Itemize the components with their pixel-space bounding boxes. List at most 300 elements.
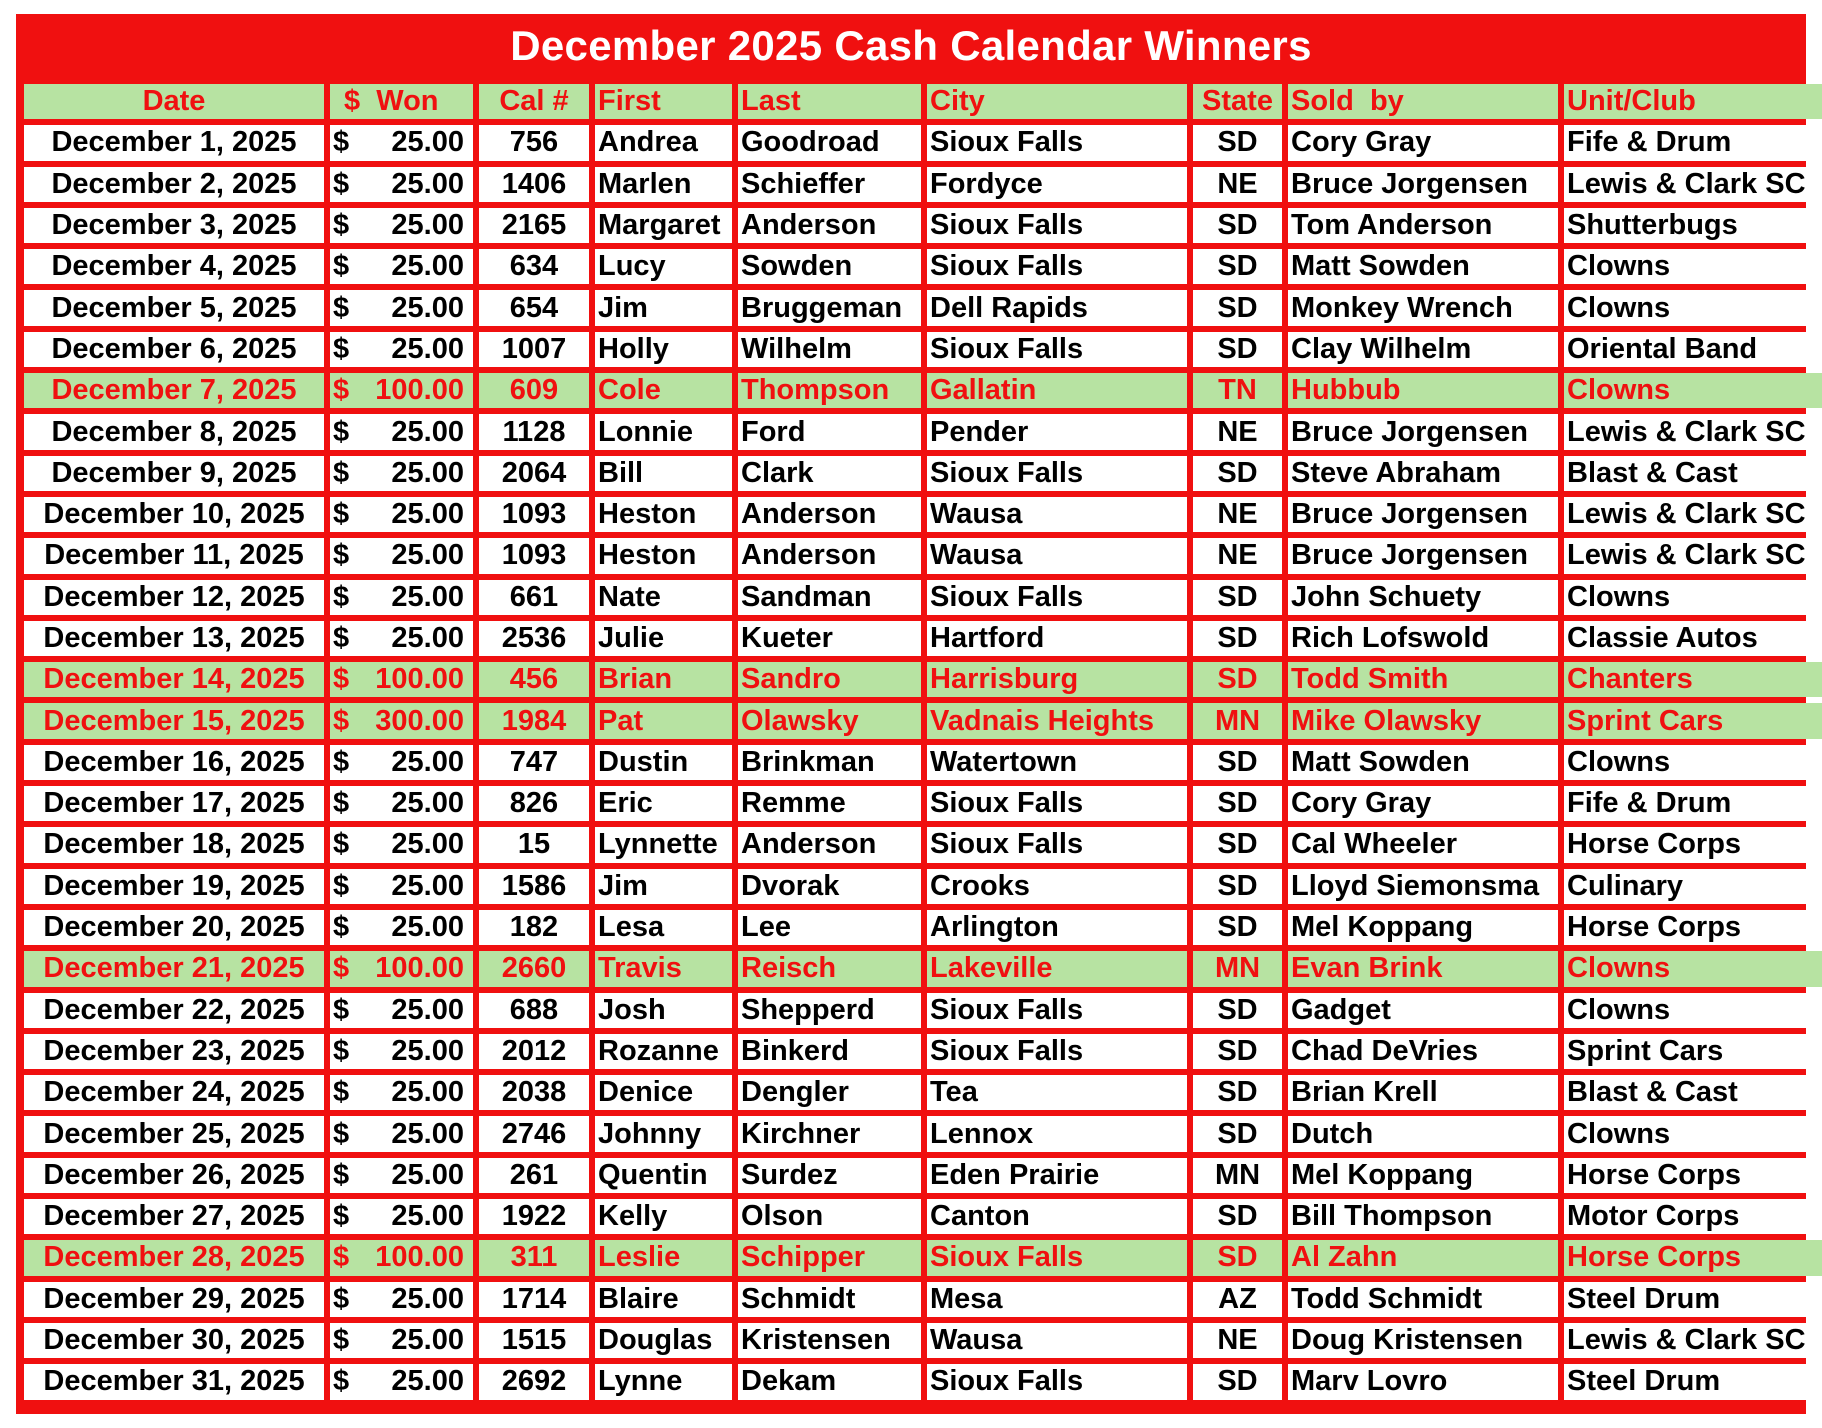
cell-club: Clowns [1564,580,1822,615]
sheet-title: December 2025 Cash Calendar Winners [510,22,1312,69]
cell-first: Leslie [595,1240,732,1275]
cell-won-amount: 25.00 [391,1200,464,1233]
cell-state: SD [1193,993,1282,1028]
cell-date: December 2, 2025 [24,167,324,202]
cell-club: Lewis & Clark SC [1564,497,1822,532]
cell-cal: 1093 [479,497,589,532]
cell-sold-by: Bruce Jorgensen [1288,538,1558,573]
cell-first: Dustin [595,745,732,780]
cell-city: Crooks [927,869,1187,904]
cell-state: SD [1193,827,1282,862]
cell-date: December 6, 2025 [24,332,324,367]
table-row [24,1199,1822,1234]
cell-state: SD [1193,869,1282,904]
cell-won [330,580,473,615]
cell-first: Quentin [595,1158,732,1193]
cell-city: Canton [927,1199,1187,1234]
cell-sold-by: Brian Krell [1288,1075,1558,1110]
cell-last: Olawsky [738,703,921,738]
cell-cal: 2660 [479,951,589,986]
cell-won-currency: $ [333,787,350,820]
table-row [24,580,1822,615]
cell-sold-by: Marv Lovro [1288,1364,1558,1399]
cell-last: Anderson [738,827,921,862]
cell-state: SD [1193,208,1282,243]
cell-first: Douglas [595,1323,732,1358]
cell-date: December 19, 2025 [24,869,324,904]
cell-sold-by: Steve Abraham [1288,456,1558,491]
col-header-last: Last [738,84,921,119]
cell-sold-by: Rich Lofswold [1288,621,1558,656]
cell-city: Wausa [927,497,1187,532]
cell-club: Lewis & Clark SC [1564,538,1822,573]
cell-won-amount: 25.00 [391,1158,464,1191]
cell-sold-by: Tom Anderson [1288,208,1558,243]
cell-won-amount: 100.00 [375,374,464,407]
cell-won-amount: 25.00 [391,1034,464,1067]
cell-cal: 1714 [479,1282,589,1317]
cell-won-currency: $ [333,291,350,324]
cell-won-amount: 25.00 [391,911,464,944]
cell-won-amount: 25.00 [391,209,464,242]
cell-won [330,993,473,1028]
cell-date: December 31, 2025 [24,1364,324,1399]
cell-cal: 1093 [479,538,589,573]
cell-won [330,125,473,160]
cell-club: Chanters [1564,662,1822,697]
table-row [24,827,1822,862]
cell-won-currency: $ [333,1324,350,1357]
cell-sold-by: Hubbub [1288,373,1558,408]
table-row [24,951,1822,986]
cell-state: SD [1193,290,1282,325]
cell-last: Surdez [738,1158,921,1193]
cell-first: Bill [595,456,732,491]
cell-won-amount: 25.00 [391,1282,464,1315]
cell-club: Motor Corps [1564,1199,1822,1234]
cell-won-amount: 25.00 [391,498,464,531]
cell-first: Blaire [595,1282,732,1317]
cell-cal: 1922 [479,1199,589,1234]
cell-won [330,1282,473,1317]
cell-club: Oriental Band [1564,332,1822,367]
cell-state: NE [1193,538,1282,573]
cell-won-currency: $ [333,828,350,861]
cell-won-amount: 100.00 [375,1241,464,1274]
cell-won-currency: $ [333,580,350,613]
cell-won-amount: 25.00 [391,869,464,902]
cell-won [330,167,473,202]
cell-city: Gallatin [927,373,1187,408]
cell-state: SD [1193,580,1282,615]
cell-won-amount: 25.00 [391,250,464,283]
cell-won [330,1075,473,1110]
cell-first: Lynne [595,1364,732,1399]
cell-won-amount: 100.00 [375,663,464,696]
cell-sold-by: Mel Koppang [1288,1158,1558,1193]
cell-city: Hartford [927,621,1187,656]
cell-state: SD [1193,1199,1282,1234]
cell-won-amount: 25.00 [391,1076,464,1109]
cell-date: December 15, 2025 [24,703,324,738]
cell-won [330,414,473,449]
cell-won-currency: $ [333,993,350,1026]
cell-club: Classie Autos [1564,621,1822,656]
cell-cal: 2536 [479,621,589,656]
cell-date: December 17, 2025 [24,786,324,821]
cell-state: SD [1193,125,1282,160]
table-row [24,993,1822,1028]
cell-first: Eric [595,786,732,821]
cell-won-currency: $ [333,1241,350,1274]
cell-city: Sioux Falls [927,993,1187,1028]
cell-date: December 27, 2025 [24,1199,324,1234]
table-row [24,373,1822,408]
cell-sold-by: Todd Schmidt [1288,1282,1558,1317]
cell-cal: 1128 [479,414,589,449]
cell-first: Lucy [595,249,732,284]
cell-won-amount: 25.00 [391,1365,464,1398]
cell-first: Jim [595,290,732,325]
cell-first: Josh [595,993,732,1028]
cell-won-currency: $ [333,498,350,531]
cell-last: Thompson [738,373,921,408]
cell-won-currency: $ [333,456,350,489]
cell-last: Wilhelm [738,332,921,367]
cell-city: Arlington [927,910,1187,945]
cell-club: Lewis & Clark SC [1564,167,1822,202]
winners-table [18,78,1822,1406]
cell-first: Cole [595,373,732,408]
cell-won [330,1034,473,1069]
cell-won [330,332,473,367]
cell-cal: 2012 [479,1034,589,1069]
cell-last: Lee [738,910,921,945]
table-row [24,1116,1822,1151]
cell-city: Wausa [927,538,1187,573]
cell-city: Lakeville [927,951,1187,986]
cell-cal: 1406 [479,167,589,202]
cell-last: Ford [738,414,921,449]
cell-won-amount: 25.00 [391,126,464,159]
cell-cal: 826 [479,786,589,821]
cell-won [330,249,473,284]
cell-won-amount: 25.00 [391,622,464,654]
cell-state: SD [1193,1240,1282,1275]
cell-won-currency: $ [333,209,350,242]
cell-date: December 21, 2025 [24,951,324,986]
cell-cal: 15 [479,827,589,862]
cell-cal: 747 [479,745,589,780]
cell-last: Olson [738,1199,921,1234]
cell-last: Shepperd [738,993,921,1028]
table-row [24,1034,1822,1069]
cell-sold-by: Evan Brink [1288,951,1558,986]
cell-won-amount: 25.00 [391,415,464,448]
cell-won [330,373,473,408]
cell-first: Lesa [595,910,732,945]
cell-first: Pat [595,703,732,738]
cell-won [330,208,473,243]
table-row [24,456,1822,491]
table-row [24,249,1822,284]
cell-won [330,910,473,945]
cell-last: Schipper [738,1240,921,1275]
cell-first: Johnny [595,1116,732,1151]
table-row [24,414,1822,449]
cell-sold-by: Bruce Jorgensen [1288,414,1558,449]
cell-won-currency: $ [333,374,350,407]
cell-won-amount: 25.00 [391,539,464,572]
cell-cal: 182 [479,910,589,945]
cell-won-currency: $ [333,1158,350,1191]
cell-date: December 11, 2025 [24,538,324,573]
cell-city: Sioux Falls [927,208,1187,243]
table-row [24,290,1822,325]
cell-date: December 24, 2025 [24,1075,324,1110]
cell-city: Sioux Falls [927,827,1187,862]
cell-date: December 14, 2025 [24,662,324,697]
cell-state: TN [1193,373,1282,408]
cell-won-currency: $ [333,869,350,902]
header-row [24,84,1822,119]
cell-club: Clowns [1564,1116,1822,1151]
cell-date: December 23, 2025 [24,1034,324,1069]
cell-state: AZ [1193,1282,1282,1317]
cell-won-currency: $ [333,250,350,283]
table-row [24,497,1822,532]
cell-won-amount: 100.00 [375,952,464,985]
cell-cal: 2692 [479,1364,589,1399]
cell-won-amount: 25.00 [391,828,464,861]
cell-won-amount: 25.00 [391,332,464,365]
cell-sold-by: Matt Sowden [1288,249,1558,284]
cell-club: Sprint Cars [1564,703,1822,738]
cell-club: Steel Drum [1564,1364,1822,1399]
cell-first: Kelly [595,1199,732,1234]
cell-date: December 13, 2025 [24,621,324,656]
cell-state: MN [1193,703,1282,738]
cell-city: Sioux Falls [927,125,1187,160]
cell-last: Anderson [738,538,921,573]
cell-city: Sioux Falls [927,1240,1187,1275]
cell-won-currency: $ [333,1365,350,1398]
cell-first: Lynnette [595,827,732,862]
cell-city: Fordyce [927,167,1187,202]
cell-won-amount: 25.00 [391,167,464,200]
table-row [24,869,1822,904]
cell-cal: 261 [479,1158,589,1193]
cell-won-amount: 300.00 [375,704,464,737]
cell-sold-by: Al Zahn [1288,1240,1558,1275]
cell-won [330,827,473,862]
cell-last: Bruggeman [738,290,921,325]
cell-won-currency: $ [333,415,350,448]
cell-first: Jim [595,869,732,904]
table-body [24,125,1822,1399]
cell-sold-by: Lloyd Siemonsma [1288,869,1558,904]
cell-club: Clowns [1564,373,1822,408]
cell-sold-by: Monkey Wrench [1288,290,1558,325]
cell-won-amount: 25.00 [391,745,464,778]
cell-first: Brian [595,662,732,697]
cell-date: December 29, 2025 [24,1282,324,1317]
cell-state: MN [1193,951,1282,986]
cell-club: Steel Drum [1564,1282,1822,1317]
cell-last: Anderson [738,497,921,532]
cell-date: December 9, 2025 [24,456,324,491]
cell-won [330,703,473,738]
cell-state: NE [1193,1323,1282,1358]
cell-state: SD [1193,332,1282,367]
cell-last: Binkerd [738,1034,921,1069]
cell-won-currency: $ [333,126,350,159]
cell-cal: 1586 [479,869,589,904]
col-header-club: Unit/Club [1564,84,1822,119]
cell-club: Lewis & Clark SC [1564,1323,1822,1358]
cell-city: Eden Prairie [927,1158,1187,1193]
cell-sold-by: Clay Wilhelm [1288,332,1558,367]
cell-club: Horse Corps [1564,910,1822,945]
cell-state: SD [1193,1075,1282,1110]
cell-cal: 2064 [479,456,589,491]
cell-last: Dvorak [738,869,921,904]
cell-date: December 12, 2025 [24,580,324,615]
cell-club: Sprint Cars [1564,1034,1822,1069]
cell-cal: 654 [479,290,589,325]
table-row [24,1075,1822,1110]
cell-city: Vadnais Heights [927,703,1187,738]
cell-date: December 8, 2025 [24,414,324,449]
cell-cal: 1984 [479,703,589,738]
cell-city: Watertown [927,745,1187,780]
cell-club: Clowns [1564,290,1822,325]
cell-last: Kueter [738,621,921,656]
table-row [24,538,1822,573]
cell-date: December 1, 2025 [24,125,324,160]
cell-sold-by: Matt Sowden [1288,745,1558,780]
cell-first: Holly [595,332,732,367]
cell-sold-by: Doug Kristensen [1288,1323,1558,1358]
cell-sold-by: Chad DeVries [1288,1034,1558,1069]
table-row [24,1158,1822,1193]
table-row [24,621,1822,656]
cell-sold-by: Dutch [1288,1116,1558,1151]
cell-won-amount: 25.00 [391,1324,464,1357]
cell-won-currency: $ [333,704,350,737]
cell-club: Blast & Cast [1564,1075,1822,1110]
cell-last: Schmidt [738,1282,921,1317]
cell-date: December 16, 2025 [24,745,324,780]
cell-won [330,497,473,532]
cell-won-currency: $ [333,1076,350,1109]
cell-state: SD [1193,1116,1282,1151]
cell-city: Wausa [927,1323,1187,1358]
cell-sold-by: John Schuety [1288,580,1558,615]
cell-state: NE [1193,167,1282,202]
cell-club: Shutterbugs [1564,208,1822,243]
cell-club: Culinary [1564,869,1822,904]
cell-won [330,538,473,573]
cell-won [330,745,473,780]
col-header-state: State [1193,84,1282,119]
table-row [24,208,1822,243]
cell-won-currency: $ [333,332,350,365]
cell-city: Sioux Falls [927,580,1187,615]
cell-won-currency: $ [333,622,350,654]
cell-won-amount: 25.00 [391,1117,464,1150]
cell-won-currency: $ [333,1282,350,1315]
cell-cal: 1515 [479,1323,589,1358]
cell-state: SD [1193,1034,1282,1069]
cell-state: SD [1193,1364,1282,1399]
cell-first: Andrea [595,125,732,160]
table-row [24,1323,1822,1358]
cell-sold-by: Todd Smith [1288,662,1558,697]
cell-won [330,1323,473,1358]
cell-last: Schieffer [738,167,921,202]
table-row [24,1364,1822,1399]
cell-first: Lonnie [595,414,732,449]
table-row [24,167,1822,202]
cell-won [330,621,473,656]
cell-won [330,786,473,821]
cell-cal: 756 [479,125,589,160]
cell-date: December 25, 2025 [24,1116,324,1151]
cell-won-currency: $ [333,1200,350,1233]
cell-cal: 1007 [479,332,589,367]
table-row [24,786,1822,821]
col-header-cal: Cal # [479,84,589,119]
cell-cal: 661 [479,580,589,615]
cell-state: SD [1193,745,1282,780]
cell-cal: 688 [479,993,589,1028]
cell-won [330,456,473,491]
cell-won [330,869,473,904]
cell-club: Horse Corps [1564,827,1822,862]
cell-won [330,662,473,697]
cell-club: Blast & Cast [1564,456,1822,491]
cell-won-amount: 25.00 [391,580,464,613]
cell-sold-by: Cory Gray [1288,786,1558,821]
cell-date: December 30, 2025 [24,1323,324,1358]
cell-date: December 7, 2025 [24,373,324,408]
table-row [24,125,1822,160]
cell-last: Remme [738,786,921,821]
cell-city: Harrisburg [927,662,1187,697]
cell-date: December 28, 2025 [24,1240,324,1275]
cell-club: Lewis & Clark SC [1564,414,1822,449]
cell-sold-by: Cal Wheeler [1288,827,1558,862]
cell-date: December 26, 2025 [24,1158,324,1193]
cell-club: Fife & Drum [1564,125,1822,160]
cell-last: Kirchner [738,1116,921,1151]
cell-city: Sioux Falls [927,1364,1187,1399]
cell-city: Sioux Falls [927,1034,1187,1069]
cell-city: Tea [927,1075,1187,1110]
cell-sold-by: Bruce Jorgensen [1288,497,1558,532]
cell-won [330,1158,473,1193]
cell-first: Marlen [595,167,732,202]
cell-date: December 18, 2025 [24,827,324,862]
cell-cal: 2746 [479,1116,589,1151]
cell-state: SD [1193,786,1282,821]
cell-club: Clowns [1564,951,1822,986]
cell-state: NE [1193,497,1282,532]
table-row [24,1282,1822,1317]
cell-last: Sandro [738,662,921,697]
cell-date: December 5, 2025 [24,290,324,325]
